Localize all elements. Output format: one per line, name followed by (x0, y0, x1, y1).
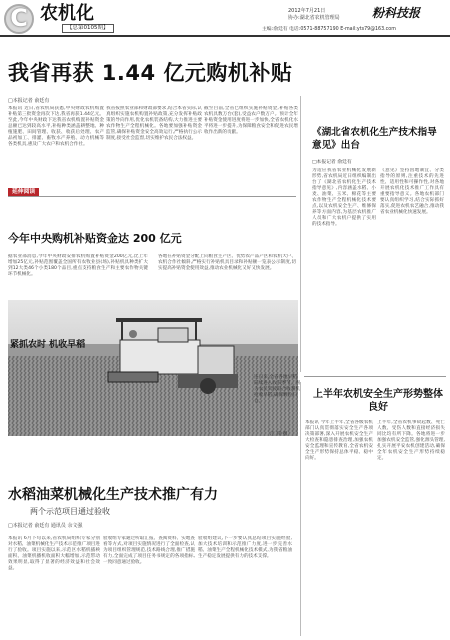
safety-column: 本报讯 今年上半年,全省各级农机部门认真贯彻落实安全生产各项决策部署,深入开展农机安全生产大检查和隐患排查治理,加强农机安全监理和宣传教育,全省农机安全生产形势保持总体平稳、稳中向好。 (305, 420, 373, 461)
masthead-divider (0, 35, 450, 37)
sidebar-headline: 《湖北省农机化生产技术指导意见》出台 (312, 127, 437, 151)
publication-meta: 协办:湖北省农机管理局 (288, 15, 340, 21)
bottom-article-column: 验收组建议,下一步要认真总结项目实施经验,加大技术培训和示范推广力度,进一步完善水稻、油菜生产全程机械化技术模式,为我省粮油生产稳定发展提供有力的技术支撑。 (198, 536, 292, 559)
section-divider (8, 196, 296, 197)
sidebar-column: 为适应我省农业机械化发展新形势,省农机局近日组织编制出台了《湖北省农机化生产技术指导意见》,内容涵盖水稻、小麦、油菜、玉米、棉花等主要农作物生产全程机械化技术要点,以及农机安全生产、维修保养等方面内容,为基层农机推广人员和广大农机户提供了实用的技术指导。 (312, 168, 376, 227)
bottom-headline: 水稻油菜机械化生产技术推广有力 (8, 487, 218, 503)
main-headline: 我省再获 1.44 亿元购机补贴 (8, 61, 293, 85)
sidebar-byline: □本报记者 俞廷有 (312, 160, 352, 165)
sidebar-divider (304, 376, 446, 377)
logo-letter: C (10, 4, 28, 32)
newspaper-name: 粉科技报 (372, 6, 421, 20)
main-byline: □本报记者 俞廷有 (8, 98, 50, 104)
photo-credit: 江 萍 摄 (270, 432, 288, 437)
sub-article-column: 各地在补贴资金分配上向粮食主产区、优势农产品产区和农机大户、农机合作社倾斜,严格实行补贴机具目录和补贴额一览表公示制度,切实提高补贴资金使用效益,推动农业机械化又好又快发展。 (158, 254, 296, 271)
article-column: 我省按照农业部和财政部要求,结合本省实际,认真组织实施农机购置补贴政策,充分发挥补贴政策的导向作用,优化农机装备结构,大力推进主要农作物生产全程机械化。各地要加强补贴资金监管,确保补贴资金安全高效运行,严格执行公示制度,接受社会监督,切实维护农民合法权益。 (106, 106, 202, 141)
section-title: 农机化 (40, 3, 94, 24)
column-divider (300, 382, 301, 636)
edition-number: 【总第0105期】 (62, 24, 114, 33)
sub-headline: 今年中央购机补贴资金达 200 亿元 (8, 232, 182, 245)
bottom-article-column: 验收组专家通过听取汇报、查阅资料、实地查看等方式,对项目实施情况进行了全面检查,认为项目组织管理规范,技术路线合理,推广措施有力,全面完成了项目任务书规定的各项指标,一致同意通过验收。 (103, 536, 195, 565)
column-divider (300, 96, 301, 372)
publication-date: 2012年7月21日 (288, 8, 326, 14)
bottom-subheadline: 两个示范项目通过验收 (30, 507, 110, 516)
safety-headline: 上半年农机安全生产形势整体良好 (313, 389, 443, 413)
article-column: 本报讯 近日,省农机局获悉,中央财政农机购置补贴第三批资金再次下达,我省再获1.44亿元。至此,今年中央财政下达我省农机购置补贴资金总额已达到较高水平,补贴种类涵盖耕整地、种植施肥、田间管理、收获、收获后处理、农产品初加工、排灌、畜牧水产养殖、动力机械等各类机具,惠及广大农户和农机合作社。 (8, 106, 104, 147)
bottom-article-column: 本报讯 6月下旬以来,省农机局组织专家分别对水稻、油菜机械化生产技术示范推广项目进行了验收。项目实施以来,示范区水稻机插秧面积、油菜机播机收面积大幅增加,示范带动效果明显,取得了显著的经济效益和社会效益。 (8, 536, 100, 571)
article-column: 截至目前,全省已组织实施补贴资金,补贴各类农机具数万台(套),受益农户数万户。预计全年补贴资金使用进度将进一步加快,全省农机化水平将进一步提升,为保障粮食安全和促进农民增收作出新的贡献。 (204, 106, 298, 135)
contact-line: 主编:俞廷有 电话:0571-88757190 E-mail:yts79@163.com (262, 27, 396, 32)
masthead (0, 0, 450, 36)
bottom-byline: □本报记者 俞廷有 通讯员 余文强 (8, 523, 83, 529)
photo-caption: 连日来,全省各地早稻陆续进入收获季节。图为农民驾驶联合收割机抢收早稻,确保颗粒归仓。 (254, 375, 300, 404)
sidebar-column: 《意见》坚持因地制宜、分类指导的原则,注重技术的先进性、适用性和可操作性,对各地开展农机化技术推广工作具有重要指导意义。各地农机部门要认真组织学习,结合实际抓好落实,促进农机农艺融合,推动我省农业机械化快速发展。 (380, 168, 444, 215)
photo-caption-title: 紧抓农时 机收早稻 (10, 340, 86, 350)
sub-article-column: 据农业部消息,今年中央财政安排农机购置补贴资金200亿元,比上年增加25亿元,补贴范围覆盖全国所有农牧业县(场),补贴机具种类扩大到12大类46个小类180个品目,重点支持粮食生产和主要农作物关键环节机械化。 (8, 254, 148, 277)
section-label: 延伸阅读 (8, 188, 39, 197)
safety-column: 上半年,全省农机事故起数、死亡人数、受伤人数和直接经济损失同比均有所下降。各地将进一步加强农机安全监管,强化源头管理,扎实开展平安农机创建活动,确保全年农机安全生产形势持续稳定。 (377, 420, 445, 461)
